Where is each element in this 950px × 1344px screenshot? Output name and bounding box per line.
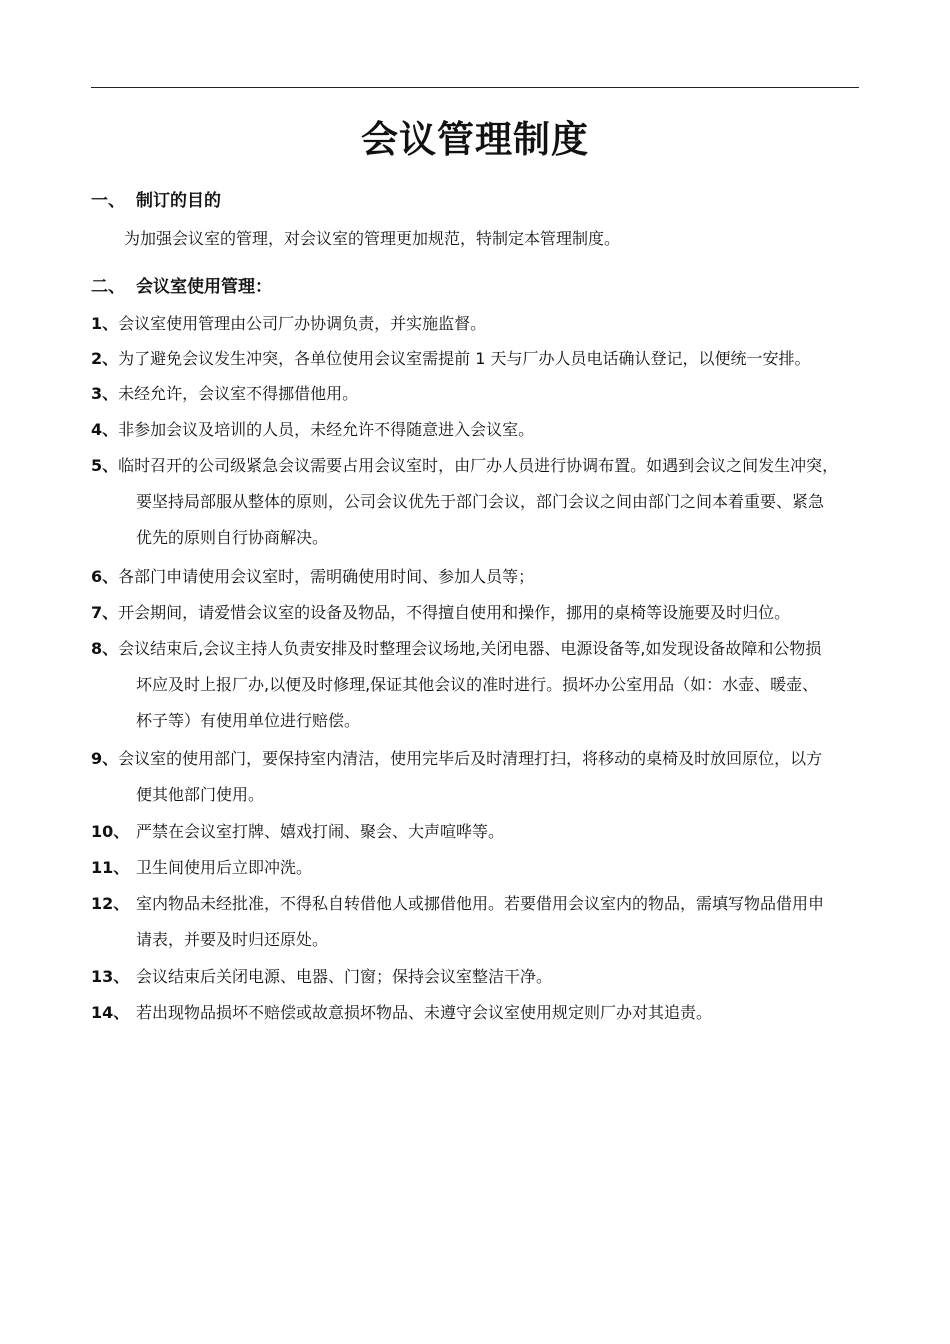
section-1-text: 为加强会议室的管理，对会议室的管理更加规范，特制定本管理制度。 [124, 229, 621, 248]
rule-item [91, 636, 871, 744]
rule-item [91, 964, 871, 1000]
rule-number: 8、 [91, 639, 119, 658]
section-2-number: 二、 [91, 277, 125, 297]
section-1-number: 一、 [91, 191, 125, 211]
rule-text: 卫生间使用后立即冲洗。 [136, 858, 313, 877]
rule-text: 严禁在会议室打牌、嬉戏打闹、聚会、大声喧哗等。 [136, 822, 505, 841]
rule-text-continued: 杯子等）有使用单位进行赔偿。 [136, 711, 361, 730]
rule-text: 会议结束后,会议主持人负责安排及时整理会议场地,关闭电器、电源设备等,如发现设备故障和公物损 [118, 639, 822, 658]
header-rule [91, 87, 859, 88]
rule-text: 若出现物品损坏不赔偿或故意损坏物品、未遵守会议室使用规定则厂办对其追责。 [136, 1003, 713, 1022]
rule-number: 11、 [91, 858, 130, 877]
rule-number: 5、 [91, 456, 119, 475]
rule-text: 室内物品未经批准，不得私自转借他人或挪借他用。若要借用会议室内的物品，需填写物品借用申 [136, 894, 825, 913]
rule-text-continued: 要坚持局部服从整体的原则，公司会议优先于部门会议，部门会议之间由部门之间本着重要、紧急 [136, 492, 825, 511]
rule-item [91, 564, 871, 600]
rule-number: 12、 [91, 894, 130, 913]
section-2-title: 会议室使用管理： [136, 277, 272, 297]
rule-number: 4、 [91, 420, 119, 439]
rule-text: 开会期间，请爱惜会议室的设备及物品，不得擅自使用和操作，挪用的桌椅等设施要及时归位。 [118, 603, 791, 622]
rule-number: 9、 [91, 749, 119, 768]
rule-text: 未经允许，会议室不得挪借他用。 [118, 384, 359, 403]
rule-item [91, 381, 871, 417]
rule-text: 会议室的使用部门，要保持室内清洁，使用完毕后及时清理打扫，将移动的桌椅及时放回原位，以方 [118, 749, 823, 768]
rule-number: 2、 [91, 349, 119, 368]
rule-item [91, 417, 871, 453]
rule-item [91, 746, 871, 818]
rule-number: 14、 [91, 1003, 130, 1022]
rule-text: 会议室使用管理由公司厂办协调负责，并实施监督。 [118, 314, 487, 333]
rule-text-continued: 便其他部门使用。 [136, 785, 265, 804]
rule-item [91, 453, 871, 561]
page-title: 会议管理制度 [361, 118, 589, 161]
rule-number: 7、 [91, 603, 119, 622]
rule-item [91, 311, 871, 347]
rule-item [91, 1000, 871, 1036]
rule-number: 3、 [91, 384, 119, 403]
rule-number: 6、 [91, 567, 119, 586]
rule-number: 1、 [91, 314, 119, 333]
rule-text: 为了避免会议发生冲突，各单位使用会议室需提前 1 天与厂办人员电话确认登记，以便统一安排。 [118, 349, 811, 368]
section-1-title: 制订的目的 [136, 191, 221, 211]
rule-text-continued: 优先的原则自行协商解决。 [136, 528, 329, 547]
rule-text: 非参加会议及培训的人员，未经允许不得随意进入会议室。 [118, 420, 535, 439]
rule-text-continued: 坏应及时上报厂办,以便及时修理,保证其他会议的准时进行。损坏办公室用品（如：水壶、暖壶、 [136, 675, 819, 694]
rule-text: 会议结束后关闭电源、电器、门窗；保持会议室整洁干净。 [136, 967, 553, 986]
section-1-heading [91, 188, 221, 214]
rule-number: 10、 [91, 822, 130, 841]
rule-item [91, 600, 871, 636]
rule-text-continued: 请表，并要及时归还原处。 [136, 930, 329, 949]
section-2-heading [91, 274, 272, 300]
rule-item [91, 855, 871, 891]
rule-text: 各部门申请使用会议室时，需明确使用时间、参加人员等； [118, 567, 535, 586]
rule-number: 13、 [91, 967, 130, 986]
rule-item [91, 891, 871, 963]
rule-text: 临时召开的公司级紧急会议需要占用会议室时，由厂办人员进行协调布置。如遇到会议之间发生冲突， [118, 456, 839, 475]
rule-item [91, 346, 871, 382]
rule-item [91, 819, 871, 855]
